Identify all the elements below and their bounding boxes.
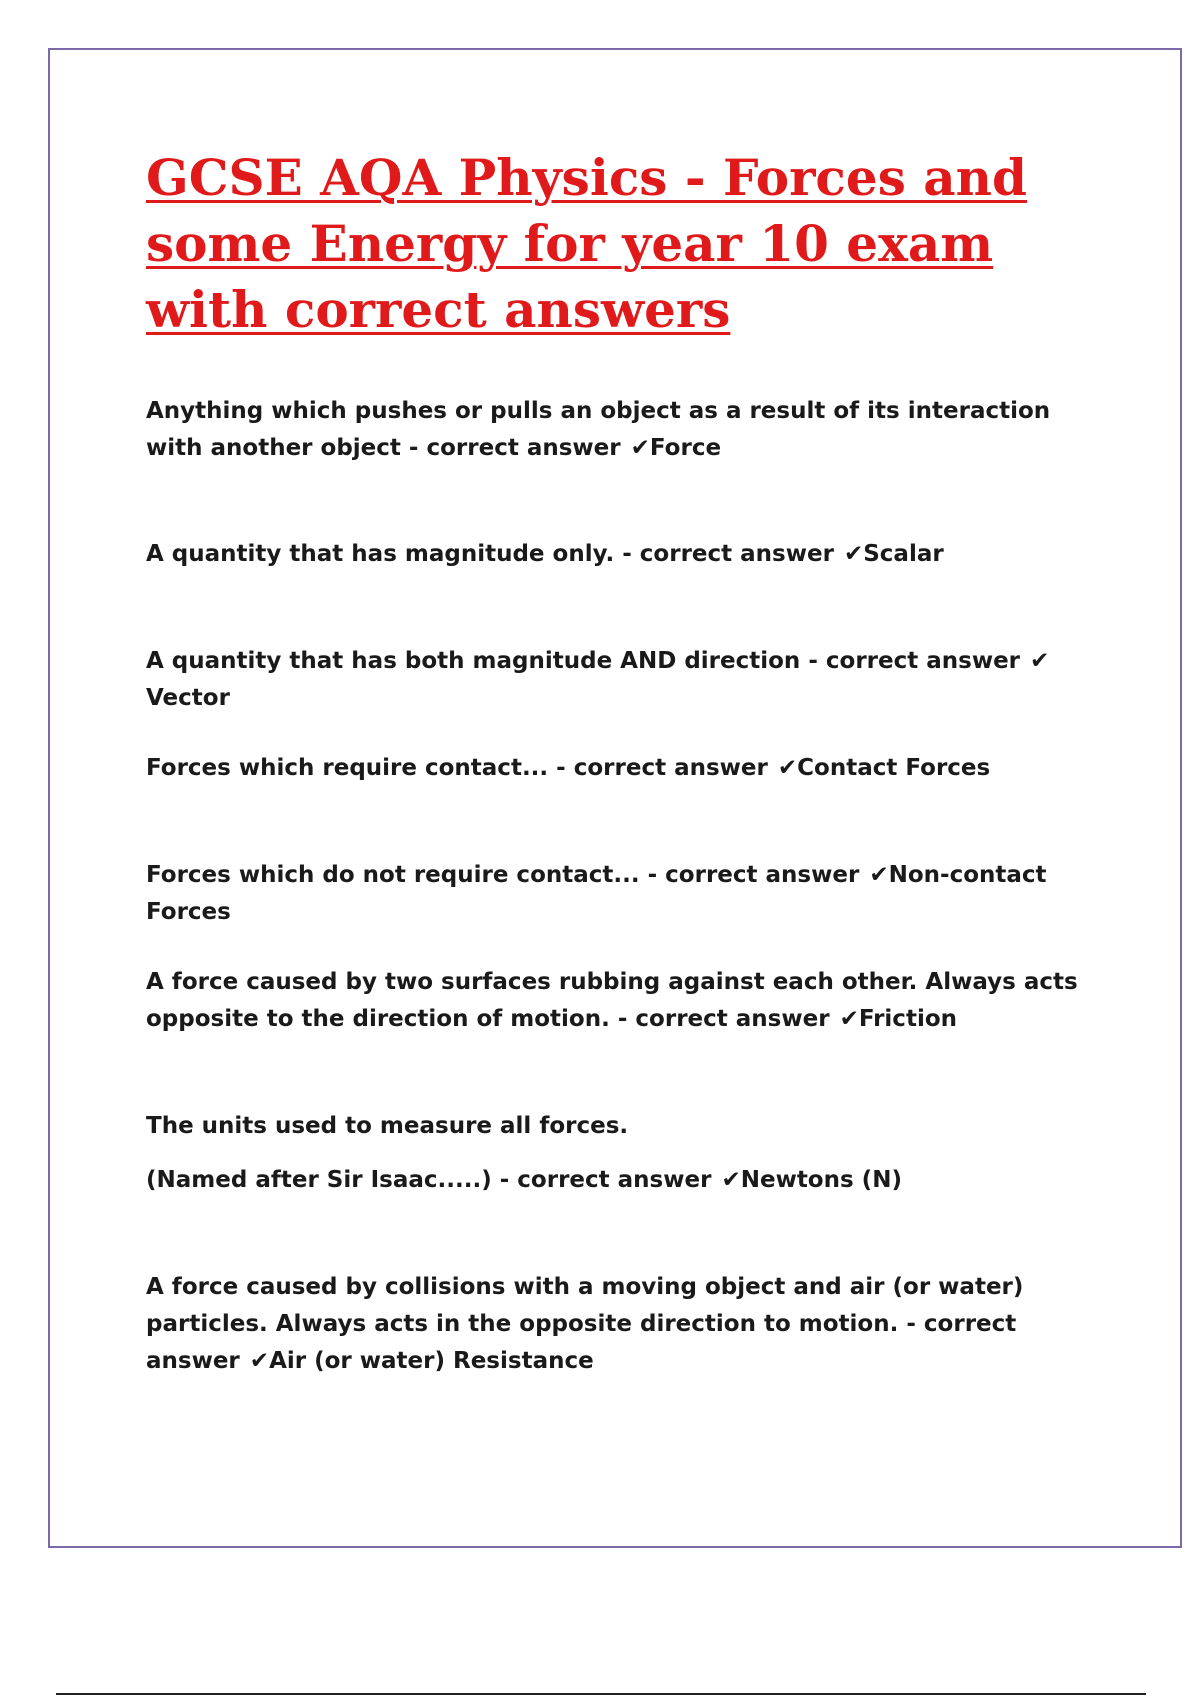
qa-item-newtons	[146, 1162, 1096, 1199]
qa-item-contact-forces	[146, 750, 1096, 787]
answer-text: Air (or water) Resistance	[269, 1348, 594, 1374]
qa-item-non-contact-forces	[146, 857, 1096, 931]
qa-item-scalar	[146, 536, 1096, 573]
answer-text: Vector	[146, 685, 230, 711]
qa-item-vector	[146, 643, 1096, 717]
answer-text: Contact Forces	[797, 755, 991, 781]
document-title: GCSE AQA Physics - Forces and some Energy for year 10 exam with correct answers	[146, 148, 1027, 339]
answer-separator: - correct answer	[622, 541, 834, 567]
qa-item-air-resistance	[146, 1269, 1096, 1380]
checkmark-icon: ✔	[777, 755, 798, 781]
checkmark-icon: ✔	[843, 541, 864, 567]
qa-item-friction	[146, 964, 1096, 1038]
checkmark-icon: ✔	[721, 1167, 741, 1193]
question-text: Anything which pushes or pulls an object as a result of its interaction with another object	[146, 398, 1051, 461]
question-text: Forces which do not require contact...	[146, 862, 640, 888]
qa-item-force	[146, 393, 1096, 467]
checkmark-icon: ✔	[839, 1006, 859, 1032]
question-text: A quantity that has magnitude only.	[146, 541, 615, 567]
answer-separator: - correct answer	[556, 755, 768, 781]
answer-text: Force	[649, 435, 722, 461]
checkmark-icon: ✔	[869, 862, 889, 888]
answer-separator: - correct answer	[808, 648, 1021, 674]
answer-separator: - correct answer	[617, 1006, 830, 1032]
checkmark-icon: ✔	[1030, 648, 1050, 674]
bottom-rule	[56, 1693, 1146, 1695]
qa-item-newtons-line1	[146, 1108, 1096, 1145]
checkmark-icon: ✔	[249, 1348, 270, 1374]
answer-text: Non-contact Forces	[146, 862, 1047, 925]
answer-separator: - correct answer	[499, 1167, 712, 1193]
question-text: The units used to measure all forces.	[146, 1113, 629, 1139]
answer-separator: - correct answer	[146, 1311, 1017, 1374]
answer-text: Newtons (N)	[740, 1167, 902, 1193]
answer-text: Scalar	[863, 541, 944, 567]
question-text: (Named after Sir Isaac.....)	[146, 1167, 492, 1193]
question-text: A quantity that has both magnitude AND direction	[146, 648, 801, 674]
question-text: A force caused by collisions with a moving object and air (or water) particles. Always acts in the opposite direction to motion.	[146, 1274, 1024, 1337]
checkmark-icon: ✔	[630, 435, 650, 461]
answer-text: Friction	[858, 1006, 957, 1032]
question-text: Forces which require contact...	[146, 755, 549, 781]
answer-separator: - correct answer	[647, 862, 860, 888]
answer-separator: - correct answer	[408, 435, 621, 461]
question-text: A force caused by two surfaces rubbing against each other. Always acts opposite to the direction of motion.	[146, 969, 1078, 1032]
